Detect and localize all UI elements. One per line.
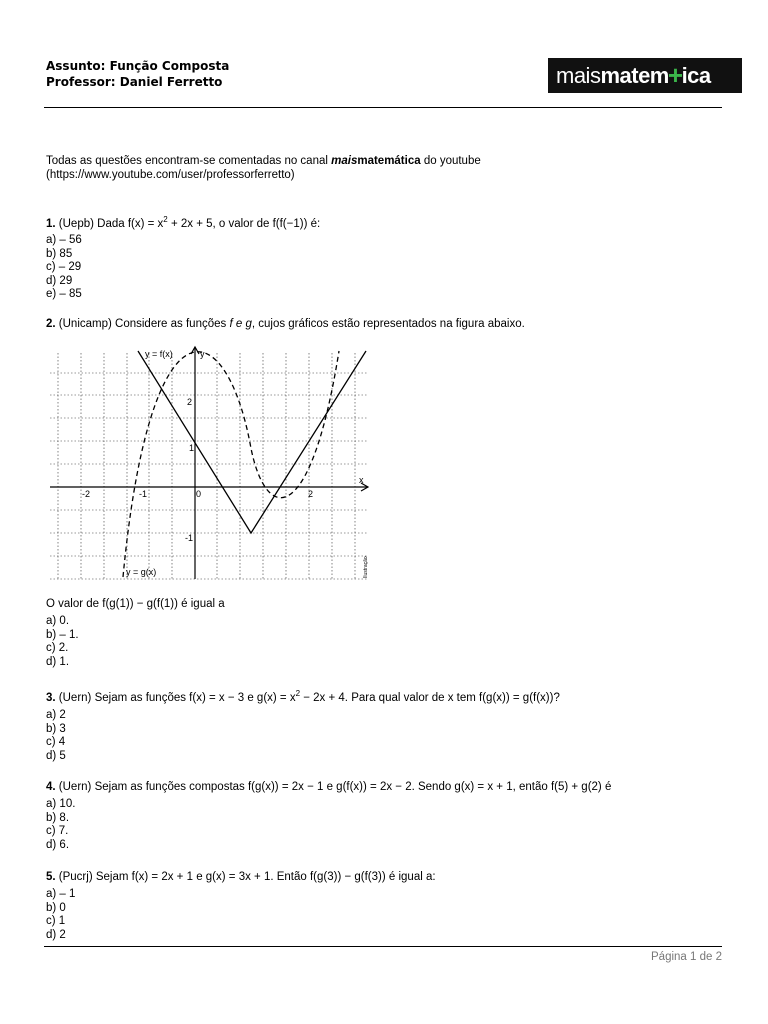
g-graph-label: y = g(x) (126, 567, 157, 577)
question-4-options (46, 798, 75, 852)
option: a) – 1 (46, 888, 76, 900)
option: e) – 85 (46, 288, 82, 300)
option: d) 1. (46, 655, 70, 668)
question-4: 4. (Uern) Sejam as funções compostas f(g(x)) = 2x − 1 e g(f(x)) = 2x − 2. Sendo g(x) = x + 1, então f(5) + g(2) é (46, 781, 612, 793)
option: c) – 29 (46, 261, 82, 273)
option: b) 3 (46, 722, 66, 735)
question-5-options (46, 888, 75, 942)
option: d) 29 (46, 274, 73, 287)
question-1: 1. (Uepb) Dada $f(x) = x^2 + 2x + 5$, o valor de f(f(−1)) é: (46, 215, 321, 230)
header-block (46, 58, 229, 90)
x-tick-label: -2 (82, 489, 91, 499)
x-axis-label: x (359, 475, 364, 485)
y-tick-label: 1 (189, 443, 195, 453)
option: d) 5 (46, 749, 66, 762)
plus-icon: + (667, 60, 683, 90)
teacher-label: Professor: Daniel Ferretto (46, 75, 223, 89)
option: d) 2 (46, 928, 66, 941)
maismatematica-logo: mais matem + ica (548, 58, 742, 93)
option: b) 8. (46, 811, 70, 824)
x-tick-label: 0 (196, 489, 202, 499)
option: b) – 1. (46, 628, 79, 641)
question-2-options (46, 615, 79, 669)
axes (50, 347, 368, 579)
y-tick-label: 2 (187, 397, 193, 407)
footer-divider (44, 946, 722, 947)
intro-line: Todas as questões encontram-se comentadas no canal maismatemática do youtube (46, 155, 481, 167)
f-graph-label: y = f(x) (145, 349, 173, 359)
option: c) 2. (46, 642, 69, 654)
option: a) 10. (46, 798, 76, 810)
option: c) 1 (46, 915, 66, 927)
option: a) 2 (46, 709, 66, 721)
option: a) 0. (46, 615, 70, 627)
option: c) 7. (46, 825, 69, 837)
y-axis-label: y (200, 349, 205, 359)
subject-label: Assunto: Função Composta (46, 59, 230, 73)
option: c) 4 (46, 736, 66, 748)
option: b) 85 (46, 247, 73, 260)
option: b) 0 (46, 901, 66, 914)
option: d) 6. (46, 838, 70, 851)
x-tick-label: -1 (139, 489, 148, 499)
intro-url: (https://www.youtube.com/user/professorferretto) (46, 169, 295, 181)
question-2: 2. (Unicamp) Considere as funções f e g, cujos gráficos estão representados na figura abaixo. (46, 318, 525, 330)
function-graph (50, 343, 375, 585)
question-3-options (46, 709, 66, 763)
figure-credit: Ilustração (363, 556, 369, 578)
question-1-options (46, 234, 82, 302)
header-divider (44, 107, 722, 108)
question-2-prompt: O valor de f(g(1)) − g(f(1)) é igual a (46, 598, 225, 610)
question-5: 5. (Pucrj) Sejam f(x) = 2x + 1 e g(x) = 3x + 1. Então f(g(3)) − g(f(3)) é igual a: (46, 871, 436, 883)
page-number: Página 1 de 2 (651, 951, 722, 963)
y-tick-label: -1 (185, 533, 194, 543)
option: a) – 56 (46, 234, 82, 246)
x-tick-label: 2 (308, 489, 314, 499)
question-3: 3. (Uern) Sejam as funções f(x) = x − 3 e $g(x) = x^2 - 2x + 4$. Para qual valor de x tem f(g(x)) = g(f(x))? (46, 689, 560, 704)
